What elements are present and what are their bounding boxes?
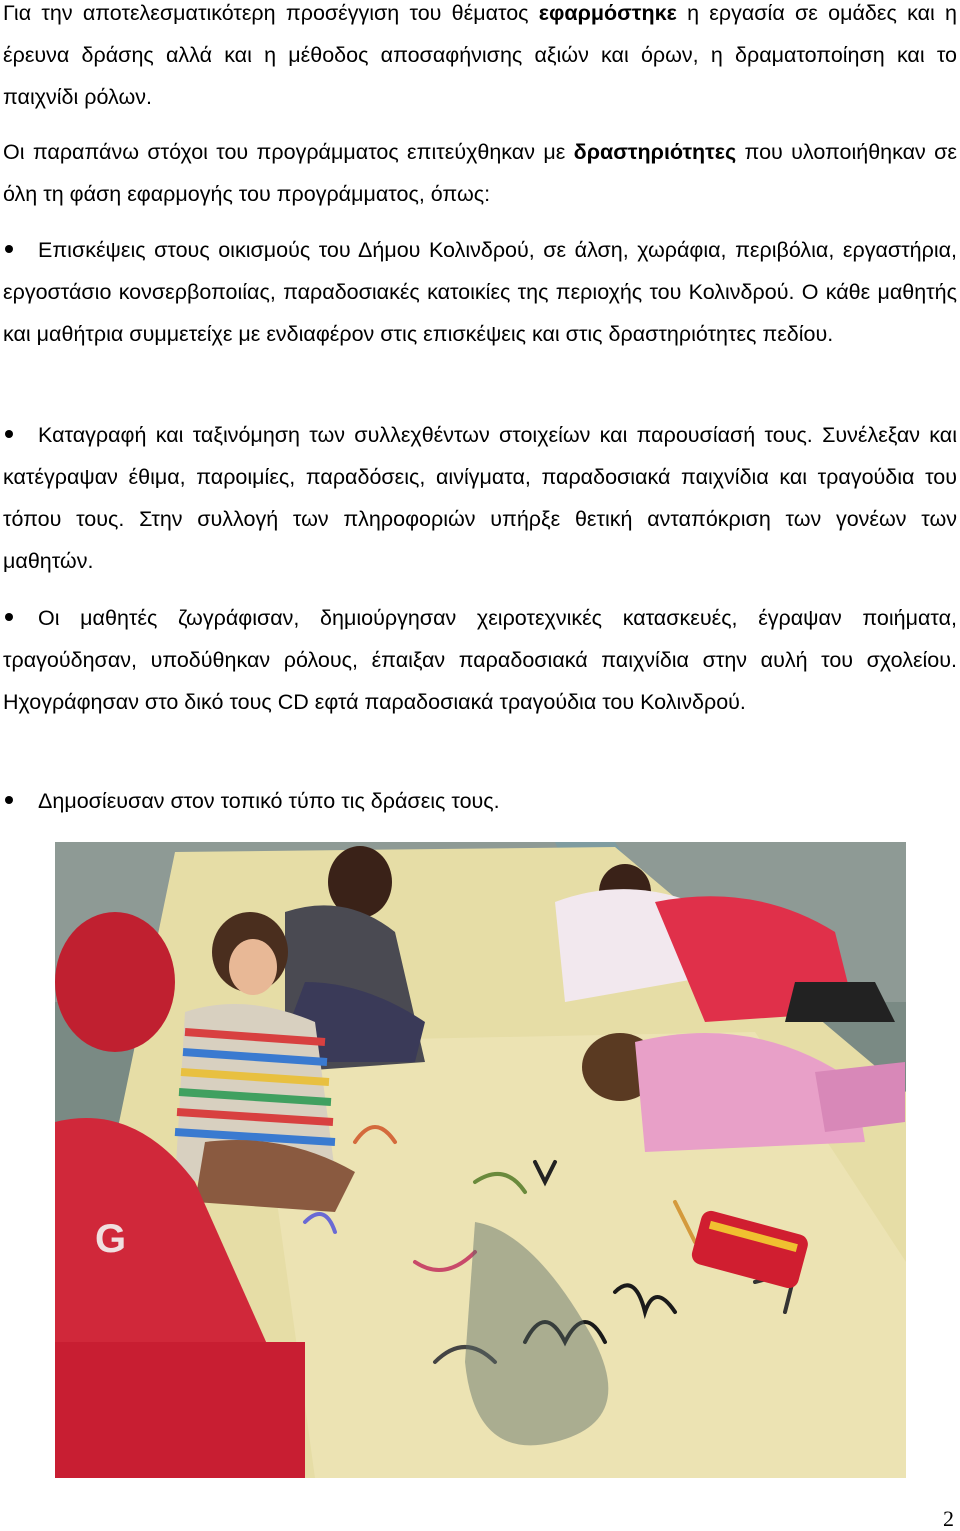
bullet-icon [5,245,13,253]
paragraph-text: που υλοποιήθηκαν σε όλη τη φάση εφαρμογής του προγράμματος, όπως: [3,140,957,206]
bullet-item-recording [3,414,957,582]
paragraph-methods [3,0,957,118]
bullet-text: Καταγραφή και ταξινόμηση των συλλεχθέντων στοιχείων και παρουσίασή τους. Συνέλεξαν και κατέγραψαν έθιμα, παροιμίες, παραδόσεις, αινίγματα, παραδοσιακά παιχνίδια και τραγούδια του τόπου τους. Στην συλλογή των πληροφοριών υπήρξε θετική ανταπόκριση των γονέων των μαθητών. [3,423,957,573]
bullet-text: Επισκέψεις στους οικισμούς του Δήμου Κολινδρού, σε άλση, χωράφια, περιβόλια, εργαστήρια, εργοστάσιο κονσερβοποιίας, παραδοσιακές κατοικίες της περιοχής του Κολινδρού. Ο κάθε μαθητής και μαθήτρια συμμετείχε με ενδιαφέρον στις επισκέψεις και στις δραστηριότητες πεδίου. [3,238,957,346]
bullet-icon [5,796,13,804]
bold-term: δραστηριότητες [573,140,737,164]
children-painting-photo [55,842,906,1478]
paragraph-text: Για την αποτελεσματικότερη προσέγγιση του θέματος [3,1,539,25]
bullet-icon [5,430,13,438]
page-number: 2 [943,1506,954,1531]
paragraph-text: Οι παραπάνω στόχοι του προγράμματος επιτεύχθηκαν με [3,140,574,164]
bullet-item-visits [3,229,957,355]
svg-text:G: G [95,1217,127,1261]
bullet-icon [5,613,13,621]
paragraph-text: η εργασία σε ομάδες και η έρευνα δράσης αλλά και η μέθοδος αποσαφήνισης αξιών και όρων, η δραματοποίηση και το παιχνίδι ρόλων. [3,1,957,109]
bullet-item-press [3,780,957,822]
bullet-text: Οι μαθητές ζωγράφισαν, δημιούργησαν χειροτεχνικές κατασκευές, έγραψαν ποιήματα, τραγούδησαν, υποδύθηκαν ρόλους, έπαιξαν παραδοσιακά παιχνίδια στην αυλή του σχολείου. Ηχογράφησαν στο δικό τους CD εφτά παραδοσιακά τραγούδια του Κολινδρού. [3,606,957,714]
bullet-text: Δημοσίευσαν στον τοπικό τύπο τις δράσεις τους. [38,789,500,813]
bullet-item-creative [3,597,957,723]
bold-term: εφαρμόστηκε [538,1,677,25]
paragraph-activities-intro [3,131,957,215]
